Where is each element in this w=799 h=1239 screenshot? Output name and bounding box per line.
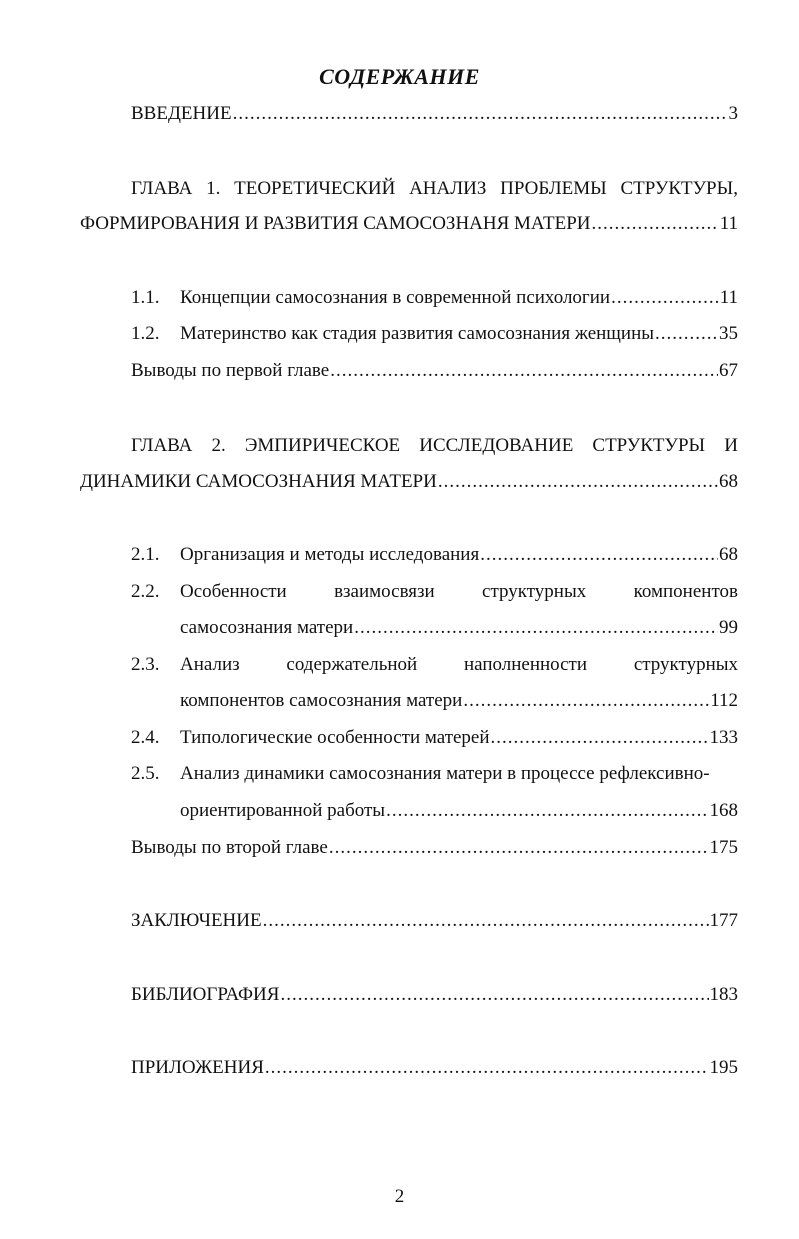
toc-entry-page: 68 xyxy=(719,544,738,565)
section-number: 1.2. xyxy=(131,323,160,344)
toc-entry-page: 133 xyxy=(709,727,738,748)
word: СТРУКТУРЫ xyxy=(592,435,706,456)
word: АНАЛИЗ xyxy=(409,178,487,199)
toc-entry-label: ЗАКЛЮЧЕНИЕ xyxy=(131,910,262,931)
toc-entry-page: 175 xyxy=(709,837,738,858)
leader-dots xyxy=(592,212,719,236)
toc-entry-2-1 xyxy=(180,543,738,567)
word: структурных xyxy=(482,581,587,602)
toc-entry-2-2-line1 xyxy=(180,580,738,604)
page-number: 2 xyxy=(394,1186,405,1207)
toc-entry-bibliography xyxy=(131,983,738,1007)
toc-entry-conclusion xyxy=(131,909,738,933)
leader-dots xyxy=(329,836,709,860)
leader-dots xyxy=(463,689,709,713)
toc-entry-label: Выводы по первой главе xyxy=(131,360,330,381)
section-number: 2.2. xyxy=(131,581,160,602)
word: Анализ xyxy=(180,654,240,675)
toc-entry-2-4 xyxy=(180,726,738,750)
toc-entry-1-1 xyxy=(180,286,738,310)
word: ТЕОРЕТИЧЕСКИЙ xyxy=(234,178,396,199)
chapter1-title-line1 xyxy=(131,177,738,201)
word: 2. xyxy=(211,435,226,456)
word: ГЛАВА xyxy=(131,178,193,199)
toc-entry-label: Типологические особенности матерей xyxy=(180,727,490,748)
toc-entry-label: ВВЕДЕНИЕ xyxy=(131,103,232,124)
word: наполненности xyxy=(463,654,588,675)
word: И xyxy=(724,435,738,456)
toc-entry-label: Организация и методы исследования xyxy=(180,544,480,565)
word: структурных xyxy=(633,654,738,675)
leader-dots xyxy=(438,470,718,494)
word: компонентов xyxy=(633,581,738,602)
section-number: 2.5. xyxy=(131,763,160,784)
leader-dots xyxy=(330,359,718,383)
toc-entry-label: ДИНАМИКИ САМОСОЗНАНИЯ МАТЕРИ xyxy=(80,471,437,492)
leader-dots xyxy=(354,616,718,640)
toc-entry-page: 35 xyxy=(719,323,738,344)
toc-entry-label: БИБЛИОГРАФИЯ xyxy=(131,984,280,1005)
leader-dots xyxy=(480,543,718,567)
toc-entry-page: 11 xyxy=(719,287,738,308)
toc-entry-2-3-line1 xyxy=(180,653,738,677)
chapter2-title-line1 xyxy=(131,434,738,458)
toc-entry-label: Концепции самосознания в современной психологии xyxy=(180,287,611,308)
toc-entry-label: Материнство как стадия развития самосознания женщины xyxy=(180,323,655,344)
section-number: 2.1. xyxy=(131,544,160,565)
word: ЭМПИРИЧЕСКОЕ xyxy=(244,435,401,456)
toc-entry-2-2-line2 xyxy=(180,616,738,640)
leader-dots xyxy=(491,726,709,750)
toc-entry-1-2 xyxy=(180,322,738,346)
leader-dots xyxy=(263,909,709,933)
leader-dots xyxy=(280,983,708,1007)
toc-entry-chapter1-conclusions xyxy=(131,359,738,383)
toc-heading: СОДЕРЖАНИЕ xyxy=(319,64,480,89)
word: взаимосвязи xyxy=(334,581,435,602)
toc-entry-label: компонентов самосознания матери xyxy=(180,690,463,711)
word: Особенности xyxy=(180,581,287,602)
toc-entry-intro xyxy=(131,102,738,126)
leader-dots xyxy=(265,1056,709,1080)
toc-entry-chapter2-conclusions xyxy=(131,836,738,860)
toc-entry-page: 67 xyxy=(719,360,738,381)
toc-entry-page: 99 xyxy=(719,617,738,638)
toc-entry-label: Выводы по второй главе xyxy=(131,837,328,858)
toc-entry-label: ориентированной работы xyxy=(180,800,386,821)
toc-entry-page: 68 xyxy=(719,471,738,492)
toc-entry-2-3-line2 xyxy=(180,689,738,713)
word: ИССЛЕДОВАНИЕ xyxy=(419,435,574,456)
section-number: 2.3. xyxy=(131,654,160,675)
toc-entry-appendices xyxy=(131,1056,738,1080)
chapter2-title-line2 xyxy=(80,470,738,494)
toc-entry-2-5-line1: Анализ динамики самосознания матери в процессе рефлексивно- xyxy=(180,763,710,784)
toc-entry-label: самосознания матери xyxy=(180,617,354,638)
leader-dots xyxy=(386,799,708,823)
toc-entry-page: 177 xyxy=(709,910,738,931)
toc-entry-page: 112 xyxy=(710,690,738,711)
toc-entry-2-5-line2 xyxy=(180,799,738,823)
section-number: 2.4. xyxy=(131,727,160,748)
word: СТРУКТУРЫ, xyxy=(620,178,738,199)
toc-entry-page: 3 xyxy=(728,103,738,124)
leader-dots xyxy=(233,102,728,126)
word: содержательной xyxy=(286,654,418,675)
section-number: 1.1. xyxy=(131,287,160,308)
toc-entry-page: 183 xyxy=(709,984,738,1005)
leader-dots xyxy=(611,286,719,310)
toc-entry-label: ПРИЛОЖЕНИЯ xyxy=(131,1057,264,1078)
toc-entry-page: 11 xyxy=(719,213,738,234)
toc-entry-page: 168 xyxy=(709,800,738,821)
toc-entry-page: 195 xyxy=(709,1057,738,1078)
word: 1. xyxy=(206,178,221,199)
toc-entry-label: ФОРМИРОВАНИЯ И РАЗВИТИЯ САМОСОЗНАНЯ МАТЕРИ xyxy=(80,213,591,234)
leader-dots xyxy=(655,322,718,346)
chapter1-title-line2 xyxy=(80,212,738,236)
word: ПРОБЛЕМЫ xyxy=(500,178,607,199)
word: ГЛАВА xyxy=(131,435,193,456)
